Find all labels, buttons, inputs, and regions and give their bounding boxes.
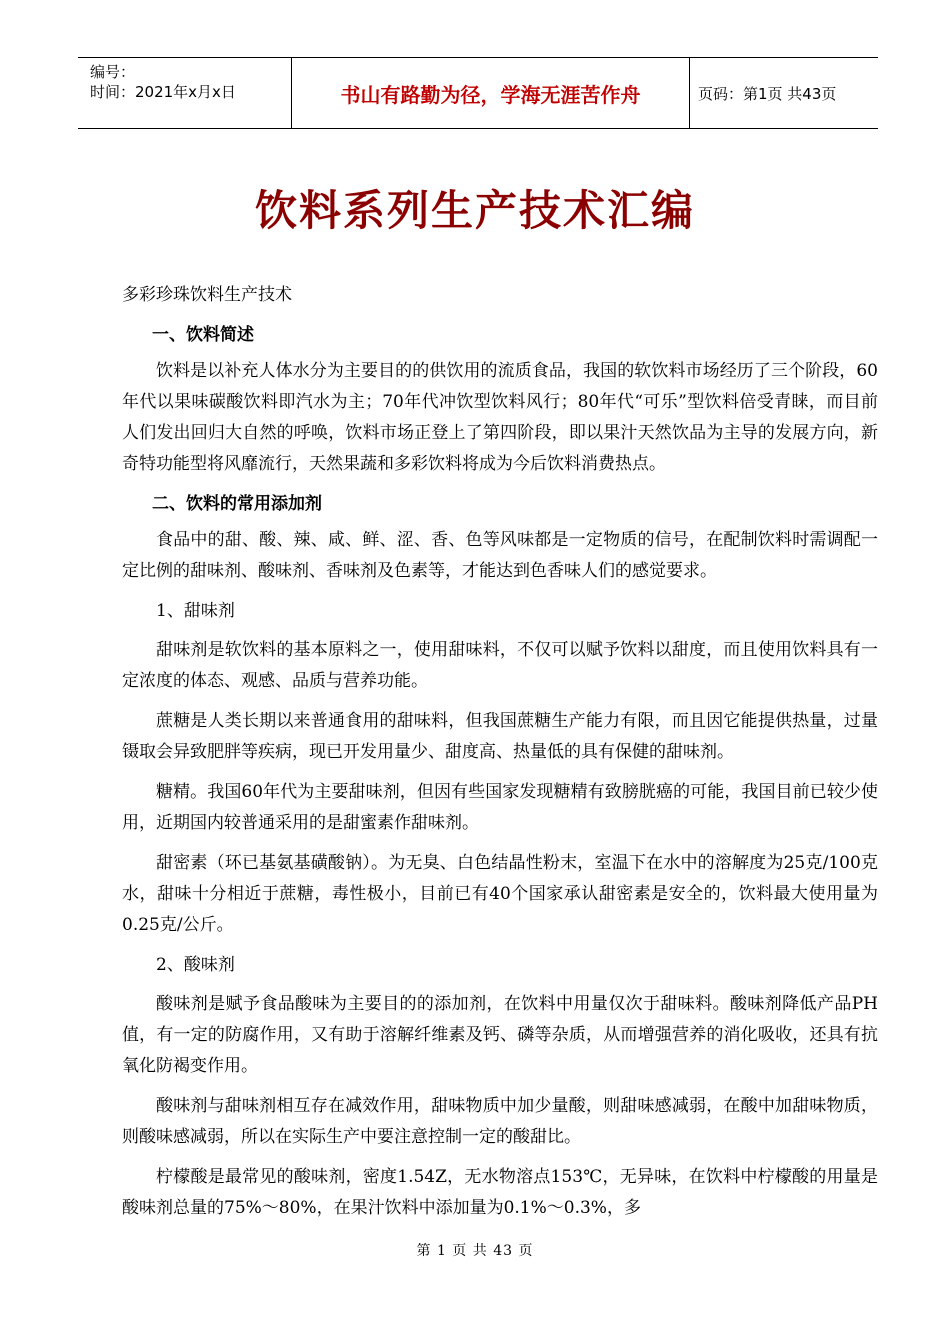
section-heading-1: 一、饮料简述 — [152, 325, 254, 345]
item-heading-acidulant: 2、酸味剂 — [156, 955, 235, 975]
section-heading-2: 二、饮料的常用添加剂 — [152, 494, 322, 514]
paragraph: 酸味剂是赋予食品酸味为主要目的的添加剂，在饮料中用量仅次于甜味料。酸味剂降低产品PH值，有一定的防腐作用，又有助于溶解纤维素及钙、磷等杂质，从而增强营养的消化吸收，还具有抗氧化防褐变作用。 — [122, 994, 878, 1076]
paragraph: 蔗糖是人类长期以来普通食用的甜味料，但我国蔗糖生产能力有限，而且因它能提供热量，过量镊取会异致肥胖等疾病，现已开发用量少、甜度高、热量低的具有保健的甜味剂。 — [122, 711, 878, 762]
paragraph: 甜味剂是软饮料的基本原料之一，使用甜味料，不仅可以赋予饮料以甜度，而且使用饮料具有一定浓度的体态、观感、品质与营养功能。 — [122, 640, 878, 691]
header-meta — [78, 58, 292, 128]
paragraph: 柠檬酸是最常见的酸味剂，密度1.54Z，无水物溶点153℃，无异味，在饮料中柠檬酸的用量是酸味剂总量的75%～80%，在果汁饮料中添加量为0.1%～0.3%，多 — [122, 1167, 878, 1218]
header-motto: 书山有路勤为径，学海无涯苦作舟 — [292, 58, 690, 128]
item-heading-sweetener: 1、甜味剂 — [156, 601, 235, 621]
document-body — [122, 280, 878, 1233]
number-label: 编号： — [90, 63, 136, 81]
document-title: 饮料系列生产技术汇编 — [254, 186, 695, 235]
paragraph: 甜密素（环已基氨基磺酸钠）。为无臭、白色结晶性粉末，室温下在水中的溶解度为25克/100克水，甜味十分相近于蔗糖，毒性极小，目前已有40个国家承认甜密素是安全的，饮料最大使用量为0.25克/公斤。 — [122, 853, 878, 935]
header-page-info: 页码：第1页 共43页 — [698, 84, 837, 103]
paragraph: 糖精。我国60年代为主要甜味剂，但因有些国家发现糖精有致膀胱癌的可能，我国目前已较少使用，近期国内较普通采用的是甜蜜素作甜味剂。 — [122, 782, 878, 833]
subtitle: 多彩珍珠饮料生产技术 — [122, 285, 292, 305]
page-header — [78, 57, 878, 129]
time-label: 时间：2021年x月x日 — [90, 83, 236, 101]
page-footer: 第 1 页 共 43 页 — [416, 1243, 534, 1259]
paragraph: 酸味剂与甜味剂相互存在减效作用，甜味物质中加少量酸，则甜味感减弱，在酸中加甜味物质，则酸味感减弱，所以在实际生产中要注意控制一定的酸甜比。 — [122, 1096, 878, 1147]
paragraph: 饮料是以补充人体水分为主要目的的供饮用的流质食品，我国的软饮料市场经历了三个阶段，60年代以果味碳酸饮料即汽水为主；70年代冲饮型饮料风行；80年代“可乐”型饮料倍受青睐，而目前人们发出回归大自然的呼唤，饮料市场正登上了第四阶段，即以果汁天然饮品为主导的发展方向，新奇特功能型将风靡流行，天然果蔬和多彩饮料将成为今后饮料消费热点。 — [122, 361, 878, 474]
paragraph: 食品中的甜、酸、辣、咸、鲜、涩、香、色等风味都是一定物质的信号，在配制饮料时需调配一定比例的甜味剂、酸味剂、香味剂及色素等，才能达到色香味人们的感觉要求。 — [122, 530, 878, 581]
